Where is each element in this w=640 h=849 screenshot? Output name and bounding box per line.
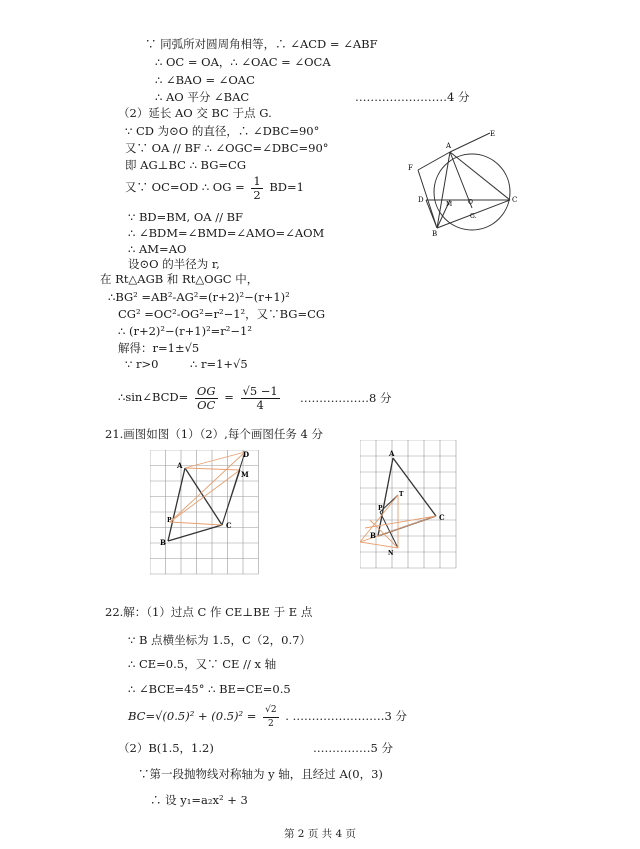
q22-line-6: （2）B(1.5，1.2) — [118, 741, 214, 755]
line-9 — [125, 172, 304, 202]
g1-M: M — [241, 470, 249, 479]
fraction-og-oc — [195, 385, 218, 412]
line-19a: ∵ r>0 — [125, 357, 159, 371]
g1-A: A — [177, 461, 183, 470]
score-8: ………………8 分 — [300, 391, 392, 405]
pt-M: M — [446, 201, 453, 208]
g2-N: N — [388, 550, 394, 557]
line-18: 解得：r=1±√5 — [118, 341, 200, 355]
pt-B: B — [432, 230, 438, 238]
sin-label: ∴sin∠BCD= — [118, 390, 189, 404]
line-12: ∴ AM=AO — [128, 242, 187, 256]
fraction-sqrt2-2 — [263, 704, 278, 731]
page-footer: 第 2 页 共 4 页 — [283, 828, 357, 840]
line-9-pre: 又∵ OC=OD ∴ OG = — [125, 180, 245, 194]
fraction-result-num: √5 −1 — [242, 383, 278, 398]
g2-P: P — [378, 505, 383, 512]
pt-O: O — [468, 199, 473, 206]
q22-line-3: ∴ CE=0.5，又∵ CE // x 轴 — [128, 657, 277, 671]
line-8: 即 AG⊥BC ∴ BG=CG — [125, 158, 247, 172]
pt-G: G. — [470, 213, 477, 220]
line-13: 设⊙O 的半径为 r, — [128, 257, 220, 271]
line-4: ∴ AO 平分 ∠BAC — [155, 90, 250, 104]
fraction-og: OG — [196, 383, 216, 398]
g1-P: P — [167, 517, 172, 524]
pt-C: C — [512, 196, 518, 204]
g2-T: T — [399, 491, 404, 498]
g1-C: C — [226, 521, 232, 530]
line-16: CG² =OC²-OG²=r²−1²，又∵BG=CG — [118, 307, 326, 321]
g1-B: B — [160, 538, 166, 547]
line-19b: ∴ r=1+√5 — [190, 357, 248, 371]
grid-figure-1 — [150, 450, 262, 578]
line-7: 又∵ OA // BF ∴ ∠OGC=∠DBC=90° — [125, 141, 329, 155]
g2-C: C — [439, 513, 445, 522]
pt-F: F — [408, 164, 413, 172]
q22-line-4: ∴ ∠BCE=45° ∴ BE=CE=0.5 — [128, 682, 291, 696]
fraction-den: 2 — [253, 187, 261, 202]
line-3: ∴ ∠BAO = ∠OAC — [155, 73, 255, 87]
q22-line-7: ∵第一段抛物线对称轴为 y 轴，且经过 A(0，3) — [138, 767, 383, 781]
score-3: . ……………………3 分 — [285, 709, 407, 723]
line-10: ∵ BD=BM, OA // BF — [128, 210, 244, 224]
fraction-num: 1 — [253, 173, 261, 188]
g2-B: B — [370, 531, 376, 540]
bc-formula: BC=√(0.5)² + (0.5)² = — [128, 709, 257, 723]
fraction-half — [251, 175, 262, 202]
g2-A: A — [389, 449, 395, 458]
line-2: ∴ OC = OA，∴ ∠OAC = ∠OCA — [155, 55, 331, 69]
pt-A: A — [446, 142, 452, 150]
pt-E: E — [490, 130, 496, 138]
circle-figure — [400, 128, 530, 248]
line-5: （2）延长 AO 交 BC 于点 G. — [118, 106, 272, 120]
g1-D: D — [243, 450, 250, 459]
line-20: ∴sin∠BCD= $\frac{OG}{OC}$ = $\frac{√5 -1}{4}$ — [118, 383, 278, 412]
q22-line-1: 22.解：（1）过点 C 作 CE⊥BE 于 E 点 — [105, 605, 313, 619]
line-9-post: BD=1 — [269, 180, 304, 194]
line-14: 在 Rt△AGB 和 Rt△OGC 中， — [100, 272, 259, 286]
q22-line-2: ∵ B 点横坐标为 1.5，C（2，0.7） — [128, 633, 311, 647]
fraction-oc: OC — [197, 397, 216, 412]
line-17: ∴ (r+2)²−(r+1)²=r²−1² — [118, 324, 252, 338]
fraction-2: 2 — [267, 718, 274, 729]
fraction-result-den: 4 — [256, 397, 264, 412]
line-15: ∴BG² =AB²-AG²=(r+2)²−(r+1)² — [108, 290, 290, 304]
score-4: ……………………4 分 — [355, 90, 470, 104]
grid-figure-2 — [360, 440, 462, 572]
fraction-sqrt2: √2 — [263, 704, 278, 718]
q22-line-8: ∴ 设 y₁=a₂x² + 3 — [150, 793, 248, 807]
line-11: ∴ ∠BDM=∠BMD=∠AMO=∠AOM — [128, 226, 325, 240]
q21-heading: 21.画图如图（1）（2）,每个画图任务 4 分 — [105, 427, 323, 441]
q22-line-5 — [128, 702, 407, 731]
pt-D: D — [418, 196, 424, 204]
fraction-result — [241, 385, 280, 412]
line-1: ∵ 同弧所对圆周角相等，∴ ∠ACD = ∠ABF — [145, 37, 378, 51]
line-6: ∵ CD 为⊙O 的直径，∴ ∠DBC=90° — [125, 124, 320, 138]
score-5: ……………5 分 — [313, 741, 393, 755]
